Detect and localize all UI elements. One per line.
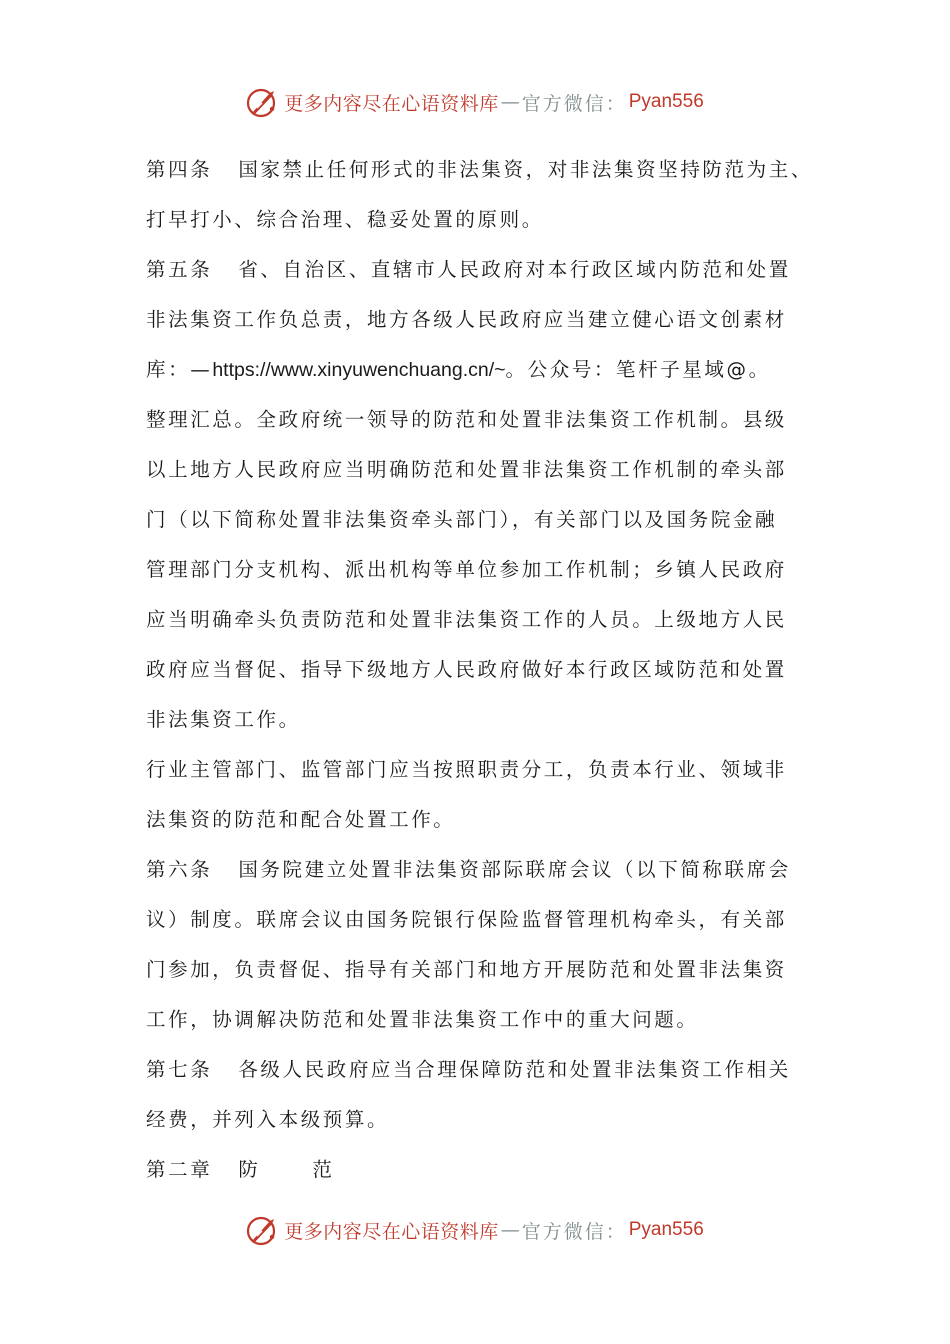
watermark-official-label: 官方微信： <box>521 1220 627 1243</box>
article-heading: 第四条 <box>146 158 213 181</box>
text-line <box>146 845 826 895</box>
quill-pen-logo-icon <box>246 85 280 119</box>
text-line: 非法集资工作。 <box>146 708 301 731</box>
article-heading: 第六条 <box>146 858 213 881</box>
text-line: 门参加，负责督促、指导有关部门和地方开展防范和处置非法集资 <box>146 958 787 981</box>
line-text: 国务院建立处置非法集资部际联席会议（以下简称联席会 <box>238 858 791 881</box>
source-url-link[interactable]: https://www.xinyuwenchuang.cn/~ <box>212 359 506 381</box>
text-line <box>146 1045 826 1095</box>
text-line: 门（以下简称处置非法集资牵头部门），有关部门以及国务院金融 <box>146 508 778 531</box>
text-line <box>146 145 826 195</box>
line-text: 国家禁止任何形式的非法集资，对非法集资坚持防范为主、 <box>238 158 813 181</box>
article-heading: 第七条 <box>146 1058 213 1081</box>
text-line: 打早打小、综合治理、稳妥处置的原则。 <box>146 208 544 231</box>
text-line: 议）制度。联席会议由国务院银行保险监督管理机构牵头，有关部 <box>146 908 787 931</box>
watermark-dash: — <box>500 1219 520 1241</box>
text-line: 应当明确牵头负责防范和处置非法集资工作的人员。上级地方人民 <box>146 608 787 631</box>
watermark-dash: — <box>500 91 520 113</box>
chapter-number: 第二章 <box>146 1158 213 1181</box>
quill-pen-logo-icon <box>246 1213 280 1247</box>
text-line: 管理部门分支机构、派出机构等单位参加工作机制；乡镇人民政府 <box>146 558 787 581</box>
article-heading: 第五条 <box>146 258 213 281</box>
chapter-heading <box>146 1145 826 1195</box>
watermark-wechat-id: Pyan556 <box>628 91 704 112</box>
line-text: 各级人民政府应当合理保障防范和处置非法集资工作相关 <box>238 1058 791 1081</box>
text-line: 整理汇总。全政府统一领导的防范和处置非法集资工作机制。县级 <box>146 408 787 431</box>
line-text-suffix: 。公众号：笔杆子星域@。 <box>505 358 771 381</box>
header-watermark <box>0 82 950 122</box>
text-line: 法集资的防范和配合处置工作。 <box>146 808 456 831</box>
footer-watermark <box>0 1210 950 1250</box>
document-body <box>146 145 826 1195</box>
text-line: 工作，协调解决防范和处置非法集资工作中的重大问题。 <box>146 1008 699 1031</box>
watermark-wechat-id: Pyan556 <box>628 1219 704 1240</box>
text-line: 政府应当督促、指导下级地方人民政府做好本行政区域防范和处置 <box>146 658 787 681</box>
watermark-brand: 更多内容尽在心语资料库 <box>284 92 499 115</box>
text-line: 以上地方人民政府应当明确防范和处置非法集资工作机制的牵头部 <box>146 458 787 481</box>
line-text: 省、自治区、直辖市人民政府对本行政区域内防范和处置 <box>238 258 791 281</box>
watermark-official-label: 官方微信： <box>521 92 627 115</box>
chapter-title-char: 范 <box>312 1158 335 1181</box>
line-text-prefix: 库：— <box>146 358 213 381</box>
text-line <box>146 245 826 295</box>
text-line <box>146 345 826 395</box>
chapter-title-char: 防 <box>238 1158 261 1181</box>
text-line: 非法集资工作负总责，地方各级人民政府应当建立健心语文创素材 <box>146 308 787 331</box>
text-line: 经费，并列入本级预算。 <box>146 1108 390 1131</box>
text-line: 行业主管部门、监管部门应当按照职责分工，负责本行业、领域非 <box>146 758 787 781</box>
watermark-brand: 更多内容尽在心语资料库 <box>284 1220 499 1243</box>
